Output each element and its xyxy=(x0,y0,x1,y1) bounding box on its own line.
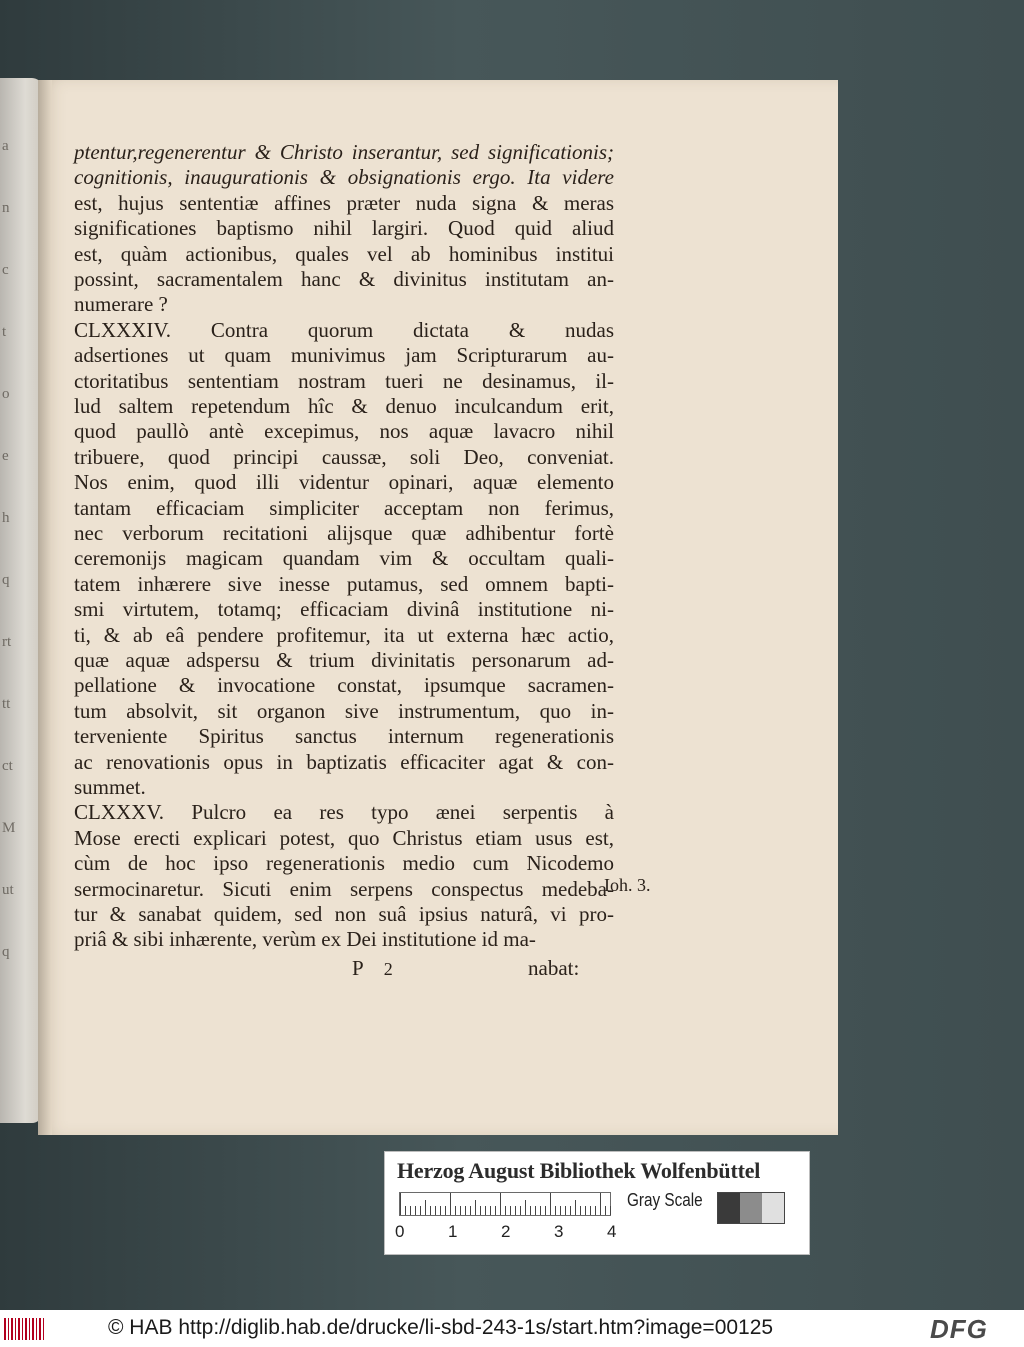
prev-page-fragment: rt xyxy=(2,634,12,650)
centimeter-ruler xyxy=(399,1192,611,1216)
text-line: ac renovationis opus in baptizatis efficaciter agat & con- xyxy=(74,749,614,774)
gray-scale-swatches xyxy=(717,1192,785,1224)
ruler-tick xyxy=(430,1206,431,1215)
prev-page-fragment: o xyxy=(2,386,10,402)
footer-bar xyxy=(0,1310,1024,1347)
ruler-number: 4 xyxy=(607,1222,617,1241)
text-line: ptentur,regenerentur & Christo inserantur, sed significationis; xyxy=(74,140,614,164)
ruler-tick xyxy=(525,1200,526,1215)
prev-page-fragment: tt xyxy=(2,696,11,712)
gray-swatch xyxy=(740,1193,762,1223)
ruler-tick xyxy=(580,1206,581,1215)
ruler-number: 0 xyxy=(395,1222,405,1241)
gray-swatch xyxy=(762,1193,784,1223)
ruler-tick xyxy=(435,1206,436,1215)
ruler-number: 1 xyxy=(448,1222,458,1241)
text-line: CLXXXIV. Contra quorum dictata & nudas xyxy=(74,317,614,342)
prev-page-fragment: c xyxy=(2,262,9,278)
ruler-tick xyxy=(490,1206,491,1215)
signature-mark xyxy=(352,956,393,981)
text-line: adsertiones ut quam munivimus jam Scripturarum au- xyxy=(74,343,614,368)
ruler-tick xyxy=(565,1206,566,1215)
text-line: nec verborum recitationi alijsque quæ adhibentur fortè xyxy=(74,521,614,545)
ruler-tick xyxy=(535,1206,536,1215)
ruler-tick xyxy=(515,1206,516,1215)
ruler-tick xyxy=(440,1206,441,1215)
text-line: est, quàm actionibus, quales vel ab hominibus institui xyxy=(74,241,614,266)
text-line: priâ & sibi inhærente, verùm ex Dei institutione id ma- xyxy=(74,927,536,952)
text-line: ceremonijs magicam quandam vim & occultam quali- xyxy=(74,546,614,571)
ruler-tick xyxy=(545,1206,546,1215)
ruler-tick xyxy=(590,1206,591,1215)
signature-letter: P xyxy=(352,956,364,980)
signature-number: 2 xyxy=(383,959,393,979)
ruler-tick xyxy=(415,1206,416,1215)
ruler-tick xyxy=(420,1206,421,1215)
ruler-number: 2 xyxy=(501,1222,511,1241)
ruler-tick xyxy=(495,1206,496,1215)
prev-page-fragment: e xyxy=(2,448,9,464)
text-line: possint, sacramentalem hanc & divinitus institutam an- xyxy=(74,267,614,291)
ruler-tick xyxy=(575,1200,576,1215)
text-line: ctoritatibus sententiam nostram tueri ne desinamus, il- xyxy=(74,368,614,393)
text-line: tantam efficaciam simpliciter acceptam non ferimus, xyxy=(74,495,614,520)
ruler-tick xyxy=(560,1206,561,1215)
text-line: Nos enim, quod illi videntur opinari, aquæ elemento xyxy=(74,470,614,495)
prev-page-fragment: q xyxy=(2,572,10,588)
ruler-tick xyxy=(410,1206,411,1215)
ruler-tick xyxy=(540,1206,541,1215)
copyright-link[interactable]: © HAB http://diglib.hab.de/drucke/li-sbd-243-1s/start.htm?image=00125 xyxy=(108,1316,774,1339)
prev-page-fragment: a xyxy=(2,138,9,154)
ruler-tick xyxy=(570,1206,571,1215)
ruler-tick xyxy=(595,1206,596,1215)
text-line: quod paullò antè excepimus, nos aquæ lavacro nihil xyxy=(74,419,614,444)
text-line: tum absolvit, sit organon sive instrumentum, quo in- xyxy=(74,698,614,723)
prev-page-fragment: ut xyxy=(2,882,14,898)
text-line: CLXXXV. Pulcro ea res typo ænei serpentis à xyxy=(74,800,614,825)
text-line: lud saltem repetendum hîc & denuo inculcandum erit, xyxy=(74,394,614,418)
library-name: Herzog August Bibliothek Wolfenbüttel xyxy=(397,1158,761,1183)
ruler-tick xyxy=(585,1206,586,1215)
ruler-tick xyxy=(610,1206,611,1215)
catchword: nabat: xyxy=(528,956,580,980)
ruler-tick xyxy=(550,1193,551,1215)
text-line: pellatione & invocatione constat, ipsumque sacramen- xyxy=(74,673,614,698)
ruler-tick xyxy=(555,1206,556,1215)
prev-page-fragment: n xyxy=(2,200,10,216)
hab-barcode-icon xyxy=(4,1318,46,1340)
page-gutter-shadow xyxy=(38,80,52,1135)
text-line: summet. xyxy=(74,775,146,799)
margin-reference: Ioh. 3. xyxy=(604,875,651,895)
prev-page-fragment: h xyxy=(2,510,10,526)
ruler-tick xyxy=(475,1200,476,1215)
ruler-tick xyxy=(400,1193,401,1215)
prev-page-fragment: ct xyxy=(2,758,13,774)
ruler-tick xyxy=(445,1206,446,1215)
text-line: smi virtutem, totamq; efficaciam divinâ institutione ni- xyxy=(74,597,614,622)
ruler-tick xyxy=(470,1206,471,1215)
ruler-tick xyxy=(530,1206,531,1215)
gray-scale-label: Gray Scale xyxy=(627,1190,703,1210)
text-line: sermocinaretur. Sicuti enim serpens conspectus medeba- xyxy=(74,876,614,901)
dfg-logo: DFG xyxy=(930,1314,988,1344)
color-calibration-bar xyxy=(384,1151,810,1255)
ruler-tick xyxy=(605,1206,606,1215)
prev-page-fragment: q xyxy=(2,944,10,960)
ruler-tick xyxy=(450,1193,451,1215)
ruler-tick xyxy=(480,1206,481,1215)
ruler-tick xyxy=(600,1193,601,1215)
text-line: tribuere, quod principi caussæ, soli Deo, conveniat. xyxy=(74,444,614,469)
text-line: cognitionis, inaugurationis & obsignationis ergo. Ita videre xyxy=(74,165,614,190)
ruler-tick xyxy=(485,1206,486,1215)
text-line: significationes baptismo nihil largiri. Quod quid aliud xyxy=(74,216,614,241)
ruler-tick xyxy=(505,1206,506,1215)
ruler-numbers xyxy=(395,1222,635,1244)
ruler-tick xyxy=(460,1206,461,1215)
text-line: terveniente Spiritus sanctus internum regenerationis xyxy=(74,724,614,749)
ruler-tick xyxy=(500,1193,501,1215)
ruler-number: 3 xyxy=(554,1222,564,1241)
text-line: quæ aquæ adspersu & trium divinitatis personarum ad- xyxy=(74,648,614,672)
text-line: tur & sanabat quidem, sed non suâ ipsius naturâ, vi pro- xyxy=(74,902,614,926)
ruler-tick xyxy=(455,1206,456,1215)
text-line: est, hujus sententiæ affines præter nuda signa & meras xyxy=(74,190,614,215)
prev-page-fragment: M xyxy=(2,820,16,836)
text-line: numerare ? xyxy=(74,292,168,317)
text-line: tatem inhærere sive inesse putamus, sed omnem bapti- xyxy=(74,571,614,596)
ruler-tick xyxy=(465,1206,466,1215)
prev-page-fragment: t xyxy=(2,324,7,340)
previous-page-edge xyxy=(0,78,42,1123)
ruler-tick xyxy=(520,1206,521,1215)
text-line: cùm de hoc ipso regenerationis medio cum Nicodemo xyxy=(74,851,614,876)
gray-swatch xyxy=(718,1193,740,1223)
ruler-tick xyxy=(510,1206,511,1215)
ruler-tick xyxy=(425,1200,426,1215)
text-line: ti, & ab eâ pendere profitemur, ita ut externa hæc actio, xyxy=(74,622,614,647)
ruler-tick xyxy=(405,1206,406,1215)
text-line: Mose erecti explicari potest, quo Christus etiam usus est, xyxy=(74,825,614,850)
